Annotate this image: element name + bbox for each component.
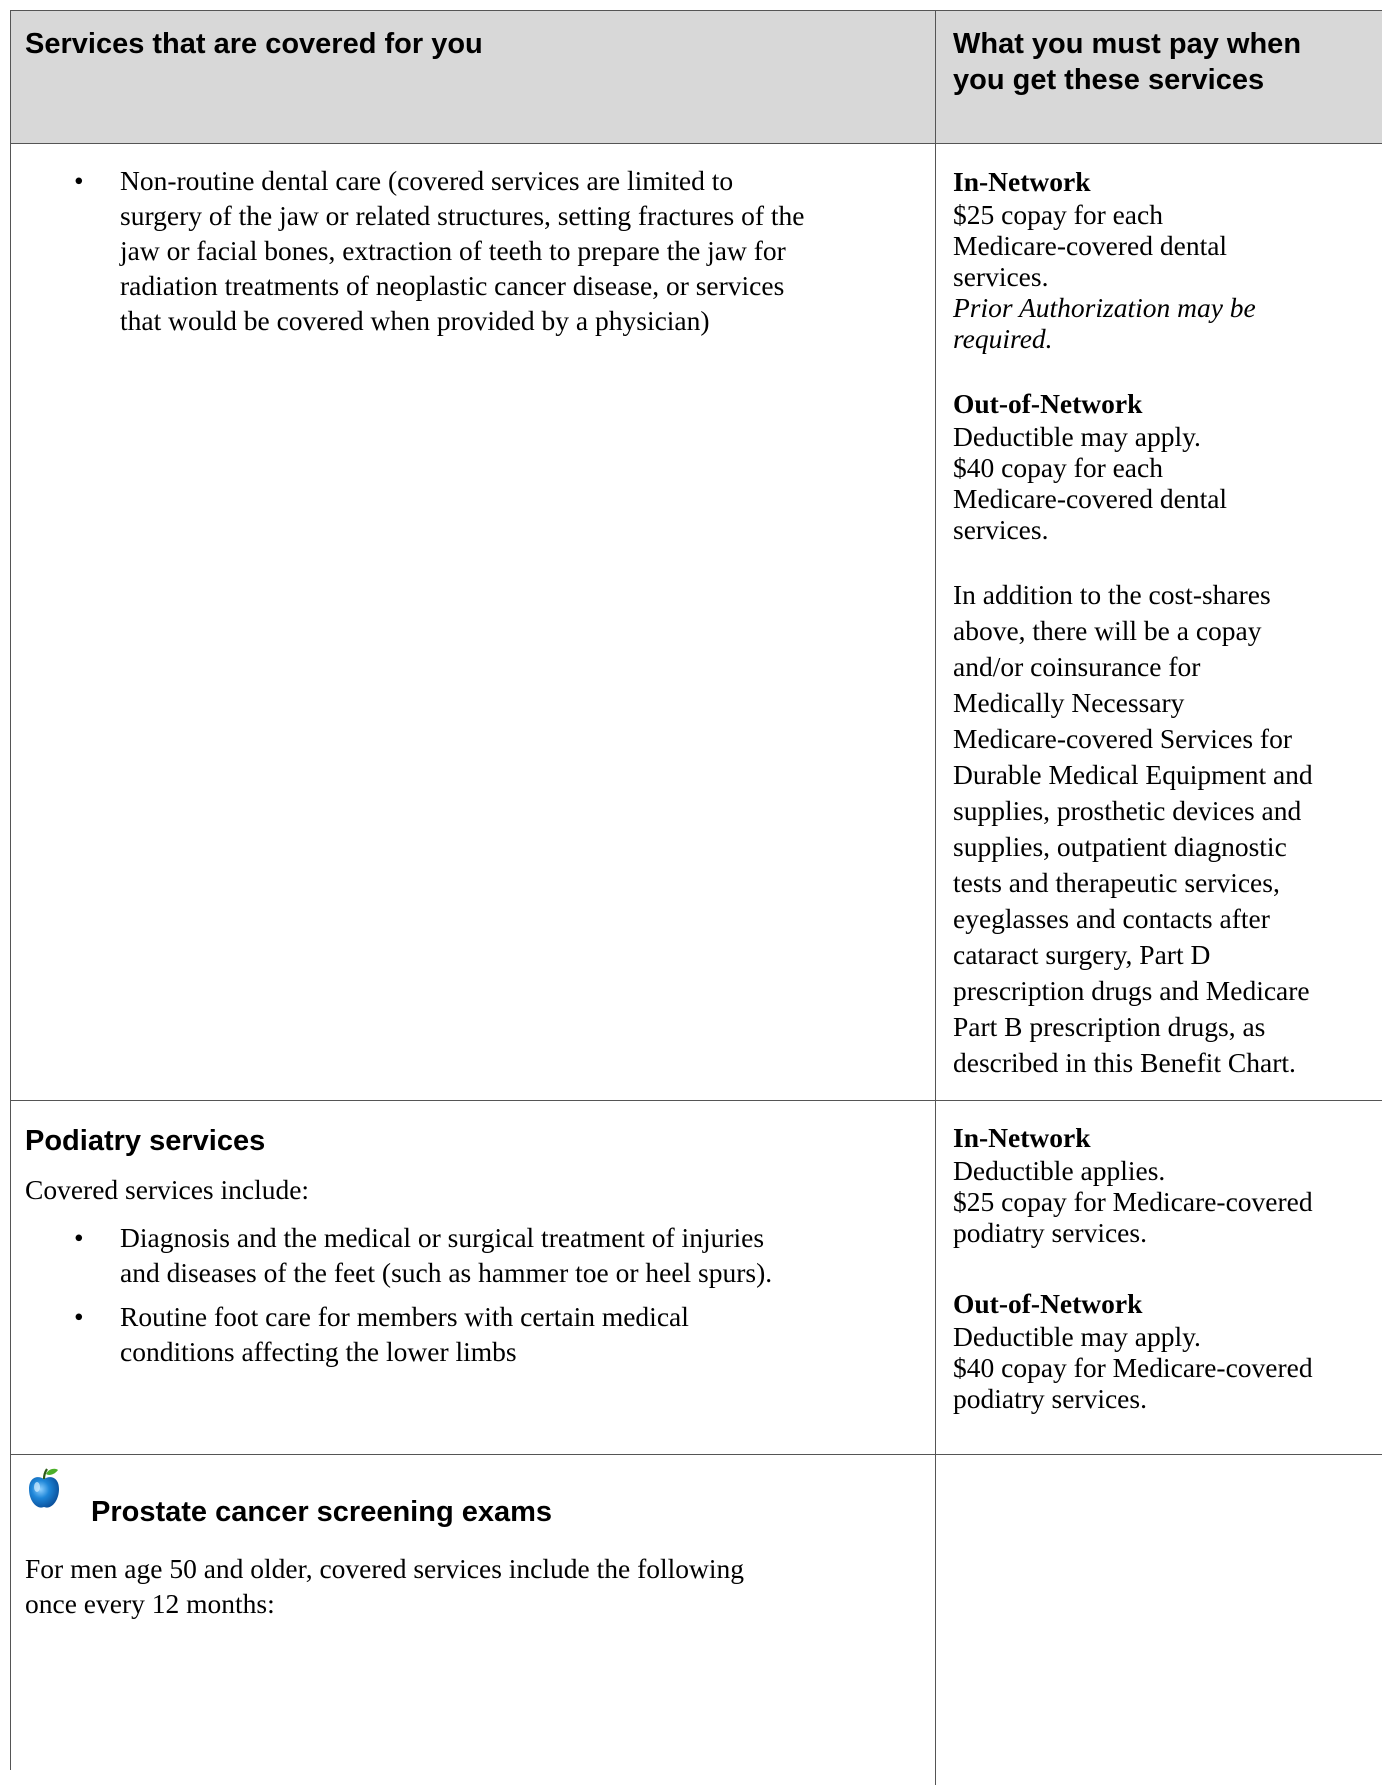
addition-line: Part B prescription drugs, as (953, 1011, 1266, 1042)
prostate-services-cell (11, 1455, 936, 1785)
in-network-heading: In-Network (953, 1122, 1091, 1153)
in-network-line: podiatry services. (953, 1217, 1147, 1248)
header-cell-payment (936, 11, 1382, 143)
dental-line: Non-routine dental care (covered services are limited to (120, 165, 734, 196)
podiatry-line: Routine foot care for members with certain medical (120, 1301, 689, 1332)
bullet-marker: • (74, 1222, 84, 1253)
addition-line: cataract surgery, Part D (953, 939, 1211, 970)
dental-bullet-text (120, 163, 920, 338)
header-payment-line-2: you get these services (953, 64, 1265, 96)
addition-line: tests and therapeutic services, (953, 867, 1280, 898)
out-network-line: Deductible may apply. (953, 1321, 1201, 1352)
addition-line: described in this Benefit Chart. (953, 1047, 1296, 1078)
header-payment-label (953, 26, 1301, 98)
table-header-row (11, 11, 1382, 144)
addition-line: eyeglasses and contacts after (953, 903, 1270, 934)
podiatry-bullet-text (120, 1299, 920, 1369)
apple-icon (27, 1467, 61, 1511)
in-network-line: Medicare-covered dental (953, 230, 1228, 261)
in-network-heading: In-Network (953, 166, 1091, 197)
addition-line: supplies, outpatient diagnostic (953, 831, 1287, 862)
table-row-prostate (11, 1455, 1382, 1785)
addition-line: above, there will be a copay (953, 615, 1262, 646)
bullet-marker: • (74, 165, 84, 196)
podiatry-intro: Covered services include: (25, 1174, 310, 1205)
dental-in-network (953, 165, 1377, 354)
prostate-payment-cell (936, 1455, 1382, 1785)
prior-auth-note: required. (953, 323, 1053, 354)
podiatry-title: Podiatry services (25, 1125, 266, 1157)
dental-out-network (953, 387, 1377, 545)
podiatry-in-network (953, 1121, 1377, 1248)
out-network-line: $40 copay for Medicare-covered (953, 1352, 1313, 1383)
podiatry-line: conditions affecting the lower limbs (120, 1336, 517, 1367)
out-network-heading: Out-of-Network (953, 1288, 1143, 1319)
addition-line: prescription drugs and Medicare (953, 975, 1310, 1006)
podiatry-payment-cell (936, 1101, 1382, 1454)
out-network-line: Medicare-covered dental (953, 483, 1228, 514)
prostate-line: For men age 50 and older, covered services include the following (25, 1553, 745, 1584)
addition-line: supplies, prosthetic devices and (953, 795, 1302, 826)
prostate-description (25, 1551, 925, 1621)
prostate-line: once every 12 months: (25, 1588, 275, 1619)
dental-line: jaw or facial bones, extraction of teeth to prepare the jaw for (120, 235, 786, 266)
header-payment-line-1: What you must pay when (953, 28, 1302, 60)
in-network-line: services. (953, 261, 1049, 292)
in-network-line: $25 copay for each (953, 199, 1163, 230)
podiatry-line: and diseases of the feet (such as hammer toe or heel spurs). (120, 1257, 773, 1288)
dental-line: surgery of the jaw or related structures, setting fractures of the (120, 200, 805, 231)
dental-line: radiation treatments of neoplastic cancer disease, or services (120, 270, 785, 301)
dental-services-cell (11, 144, 936, 1100)
addition-line: In addition to the cost-shares (953, 579, 1271, 610)
prostate-title: Prostate cancer screening exams (91, 1496, 553, 1528)
dental-line: that would be covered when provided by a physician) (120, 305, 710, 336)
prior-auth-note: Prior Authorization may be (953, 292, 1256, 323)
in-network-line: Deductible applies. (953, 1155, 1166, 1186)
bullet-marker: • (74, 1301, 84, 1332)
out-network-heading: Out-of-Network (953, 388, 1143, 419)
header-cell-services (11, 11, 936, 143)
out-network-line: Deductible may apply. (953, 421, 1201, 452)
out-network-line: $40 copay for each (953, 452, 1163, 483)
addition-line: Durable Medical Equipment and (953, 759, 1313, 790)
table-row-dental (11, 144, 1382, 1101)
in-network-line: $25 copay for Medicare-covered (953, 1186, 1313, 1217)
table-row-podiatry (11, 1101, 1382, 1455)
addition-line: and/or coinsurance for (953, 651, 1201, 682)
podiatry-services-cell (11, 1101, 936, 1454)
out-network-line: podiatry services. (953, 1383, 1147, 1414)
addition-line: Medicare-covered Services for (953, 723, 1292, 754)
header-services-label: Services that are covered for you (25, 28, 483, 60)
out-network-line: services. (953, 514, 1049, 545)
podiatry-bullet-text (120, 1220, 920, 1290)
dental-payment-cell (936, 144, 1382, 1100)
dental-additional-costs (953, 577, 1377, 1081)
podiatry-out-network (953, 1287, 1377, 1414)
benefit-table (10, 10, 1382, 1770)
podiatry-line: Diagnosis and the medical or surgical treatment of injuries (120, 1222, 765, 1253)
addition-line: Medically Necessary (953, 687, 1185, 718)
